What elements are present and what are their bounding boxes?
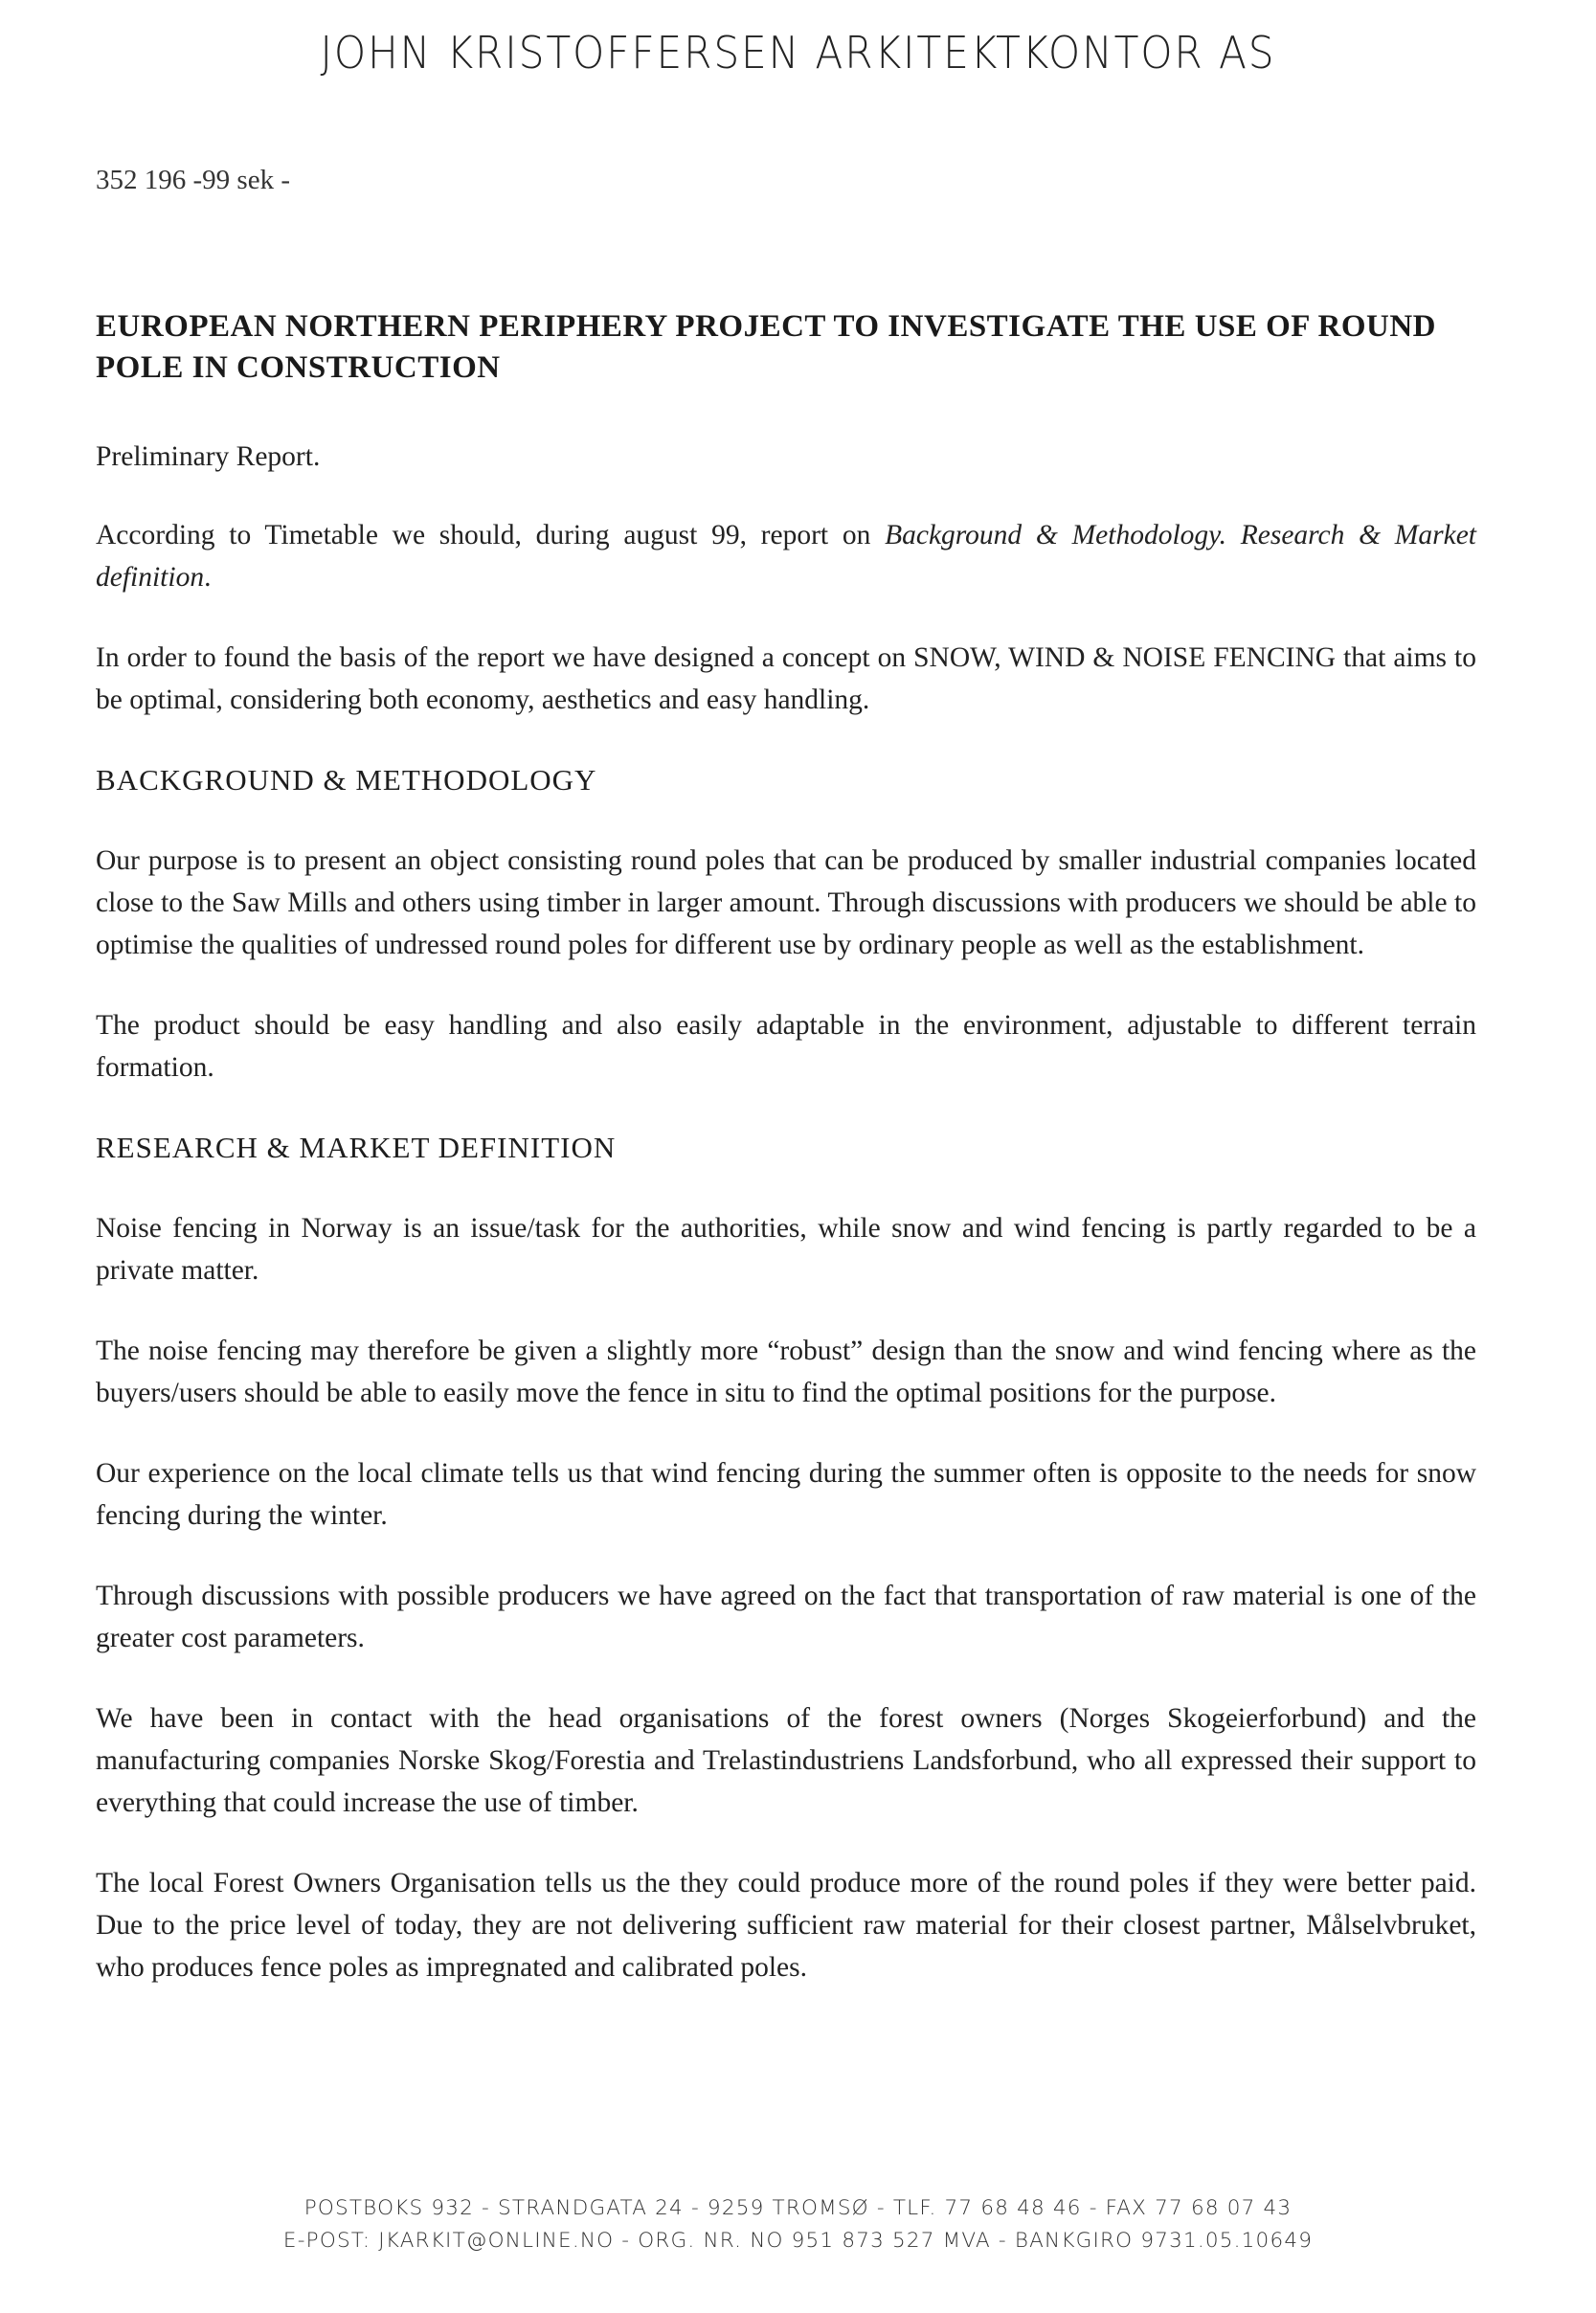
robust-paragraph: The noise fencing may therefore be given a slightly more “robust” design than the snow and wind fencing where as the buyers/users should be able to easily move the fence in situ to find the optimal positions for the purpose. xyxy=(96,1336,1476,1408)
climate-paragraph: Our experience on the local climate tells us that wind fencing during the summer often is opposite to the needs for snow fencing during the winter. xyxy=(96,1458,1476,1531)
owners-paragraph: The local Forest Owners Organisation tells us the they could produce more of the round poles if they were better paid. Due to the price level of today, they are not delivering sufficient raw material for their closest partner, Målselvbruket, who produces fence poles as impregnated and calibrated poles. xyxy=(96,1868,1476,1983)
reference-number: 352 196 -99 sek - xyxy=(96,165,290,195)
basis-paragraph: In order to found the basis of the report we have designed a concept on SNOW, WIND & NOISE FENCING that aims to be optimal, considering both economy, aesthetics and easy handling. xyxy=(96,642,1476,715)
contact-paragraph: We have been in contact with the head organisations of the forest owners (Norges Skogeierforbund) and the manufacturing companies Norske Skog/Forestia and Trelastindustriens Landsforbund, who all expressed their support to everything that could increase the use of timber. xyxy=(96,1703,1476,1818)
company-name: JOHN KRISTOFFERSEN ARKITEKTKONTOR AS xyxy=(320,27,1276,79)
section-heading-research: RESEARCH & MARKET DEFINITION xyxy=(96,1131,617,1164)
footer-contact-line: E-POST: JKARKIT@ONLINE.NO - ORG. NR. NO 951 873 527 MVA - BANKGIRO 9731.05.10649 xyxy=(282,2229,1314,2253)
document-subtitle: Preliminary Report. xyxy=(96,441,321,472)
section-heading-background: BACKGROUND & METHODOLOGY xyxy=(96,763,597,797)
product-paragraph: The product should be easy handling and also easily adaptable in the environment, adjustable to different terrain formation. xyxy=(96,1010,1476,1083)
intro-topics: Background & Methodology. Research & Market definition xyxy=(96,520,1476,593)
intro-end: . xyxy=(204,562,212,593)
transport-paragraph: Through discussions with possible producers we have agreed on the fact that transportation of raw material is one of the greater cost parameters. xyxy=(96,1581,1476,1653)
intro-paragraph xyxy=(96,514,1476,598)
footer-address-line: POSTBOKS 932 - STRANDGATA 24 - 9259 TROMSØ - TLF. 77 68 48 46 - FAX 77 68 07 43 xyxy=(303,2196,1293,2220)
noise-paragraph: Noise fencing in Norway is an issue/task for the authorities, while snow and wind fencing is partly regarded to be a private matter. xyxy=(96,1213,1476,1286)
letterhead xyxy=(64,27,1533,79)
page-footer xyxy=(0,2192,1596,2257)
intro-text: According to Timetable we should, during august 99, report on xyxy=(96,520,886,550)
document-body xyxy=(96,436,1476,2027)
document-title: EUROPEAN NORTHERN PERIPHERY PROJECT TO INVESTIGATE THE USE OF ROUND POLE IN CONSTRUCTION xyxy=(96,309,1436,385)
purpose-paragraph: Our purpose is to present an object consisting round poles that can be produced by smaller industrial companies located close to the Saw Mills and others using timber in larger amount. Through discussions with producers we should be able to optimise the qualities of undressed round poles for different use by ordinary people as well as the establishment. xyxy=(96,845,1476,960)
